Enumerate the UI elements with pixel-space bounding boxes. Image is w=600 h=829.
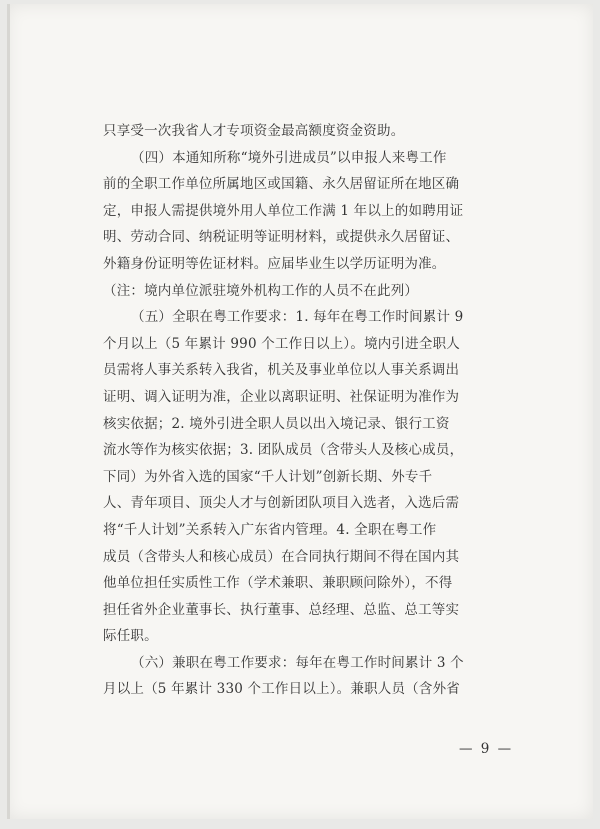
text-line: 人、青年项目、顶尖人才与创新团队项目入选者，入选后需: [103, 495, 460, 512]
body-text: [103, 118, 523, 703]
text-line: 前的全职工作单位所属地区或国籍、永久居留证所在地区确: [103, 176, 460, 193]
text-line: 际任职。: [103, 628, 158, 645]
text-line: 流水等作为核实依据；3. 团队成员（含带头人及核心成员，: [103, 442, 464, 459]
page-number: — 9 —: [459, 741, 514, 757]
text-line: 成员（含带头人和核心成员）在合同执行期间不得在国内其: [103, 548, 460, 565]
text-line: 核实依据；2. 境外引进全职人员以出入境记录、银行工资: [103, 415, 450, 432]
text-line: 证明、调入证明为准，企业以离职证明、社保证明为准作为: [103, 388, 460, 405]
paragraph-first-line: （四）本通知所称“境外引进成员”以申报人来粤工作: [131, 149, 447, 166]
text-line: 员需将人事关系转入我省，机关及事业单位以人事关系调出: [103, 362, 460, 379]
text-line: 月以上（5 年累计 330 个工作日以上）。兼职人员（含外省: [103, 681, 460, 698]
text-line: 定，申报人需提供境外用人单位工作满 1 年以上的如聘用证: [103, 202, 464, 219]
text-line: 将“千人计划”关系转入广东省内管理。4. 全职在粤工作: [103, 521, 437, 538]
text-line: 个月以上（5 年累计 990 个工作日以上）。境内引进全职人: [103, 335, 460, 352]
text-line: 他单位担任实质性工作（学术兼职、兼职顾问除外），不得: [103, 575, 453, 592]
text-line: 明、劳动合同、纳税证明等证明材料，或提供永久居留证、: [103, 229, 460, 246]
text-line: 下同）为外省入选的国家“千人计划”创新长期、外专千: [103, 468, 433, 485]
text-line: 担任省外企业董事长、执行董事、总经理、总监、总工等实: [103, 601, 460, 618]
document-page: [7, 4, 593, 819]
text-line: （注：境内单位派驻境外机构工作的人员不在此列）: [103, 282, 419, 299]
paragraph-first-line: （六）兼职在粤工作要求：每年在粤工作时间累计 3 个: [131, 654, 464, 671]
paragraph-first-line: （五）全职在粤工作要求：1. 每年在粤工作时间累计 9: [131, 309, 464, 326]
text-line: 外籍身份证明等佐证材料。应届毕业生以学历证明为准。: [103, 255, 446, 272]
text-line: 只享受一次我省人才专项资金最高额度资金资助。: [103, 123, 405, 139]
